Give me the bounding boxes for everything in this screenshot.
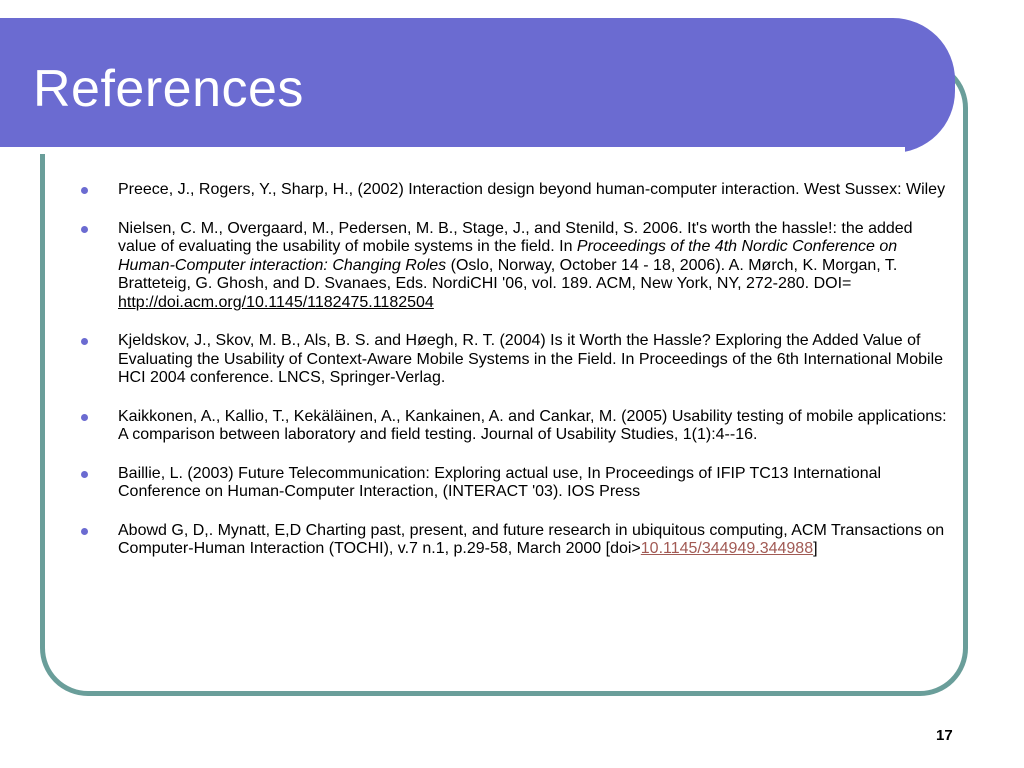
list-item [72, 465, 952, 502]
list-item [72, 408, 952, 445]
reference-text: Preece, J., Rogers, Y., Sharp, H., (2002) Interaction design beyond human-computer interaction. West Sussex: Wiley [118, 181, 946, 198]
reference-text: (Oslo, Norway, October 14 - 18, 2006). A. Mørch, K. Morgan, T. Bratteteig, G. Ghosh, and D. Svanaes, Eds. NordiCHI '06, vol. 189. ACM, New York, NY, 272-280. DOI= [118, 256, 898, 292]
reference-text: ] [813, 540, 818, 557]
list-item [72, 522, 952, 559]
title-underline [0, 147, 905, 154]
bullet-icon [81, 226, 88, 233]
list-item [72, 332, 952, 388]
doi-link[interactable]: http://doi.acm.org/10.1145/1182475.1182504 [118, 293, 434, 311]
reference-list [72, 181, 952, 579]
title-band [0, 18, 955, 153]
page-title: References [33, 60, 304, 118]
doi-link[interactable]: 10.1145/344949.344988 [640, 540, 814, 557]
list-item [72, 181, 952, 200]
reference-text: Kaikkonen, A., Kallio, T., Kekäläinen, A., Kankainen, A. and Cankar, M. (2005) Usability testing of mobile applications: A comparison between laboratory and field testing. Journal of Usability Studies, 1(1):4--16. [118, 407, 947, 443]
reference-text: Nielsen, C. M., Overgaard, M., Pedersen, M. B., Stage, J., and Stenild, S. 2006. It's worth the hassle!: the added value of evaluating the usability of mobile systems in the field. In [118, 219, 913, 255]
bullet-icon [81, 471, 88, 478]
bullet-icon [81, 414, 88, 421]
bullet-icon [81, 528, 88, 535]
bullet-icon [81, 338, 88, 345]
reference-text: Baillie, L. (2003) Future Telecommunication: Exploring actual use, In Proceedings of IFIP TC13 International Conference on Human-Computer Interaction, (INTERACT '03). IOS Press [118, 464, 882, 500]
reference-italic-title: Proceedings of the 4th Nordic Conference on Human-Computer interaction: Changing Roles [118, 238, 898, 274]
bullet-icon [81, 187, 88, 194]
page-number: 17 [936, 727, 953, 744]
list-item [72, 220, 952, 313]
reference-text: Kjeldskov, J., Skov, M. B., Als, B. S. and Høegh, R. T. (2004) Is it Worth the Hassle? Exploring the Added Value of Evaluating the Usability of Context-Aware Mobile Systems in the Field. In Proceedings of the 6th International Mobile HCI 2004 conference. LNCS, Springer-Verlag. [118, 332, 944, 386]
reference-text: Abowd G, D,. Mynatt, E,D Charting past, present, and future research in ubiquitous computing, ACM Transactions on Computer-Human Interaction (TOCHI), v.7 n.1, p.29-58, March 2000 [doi> [118, 521, 945, 557]
